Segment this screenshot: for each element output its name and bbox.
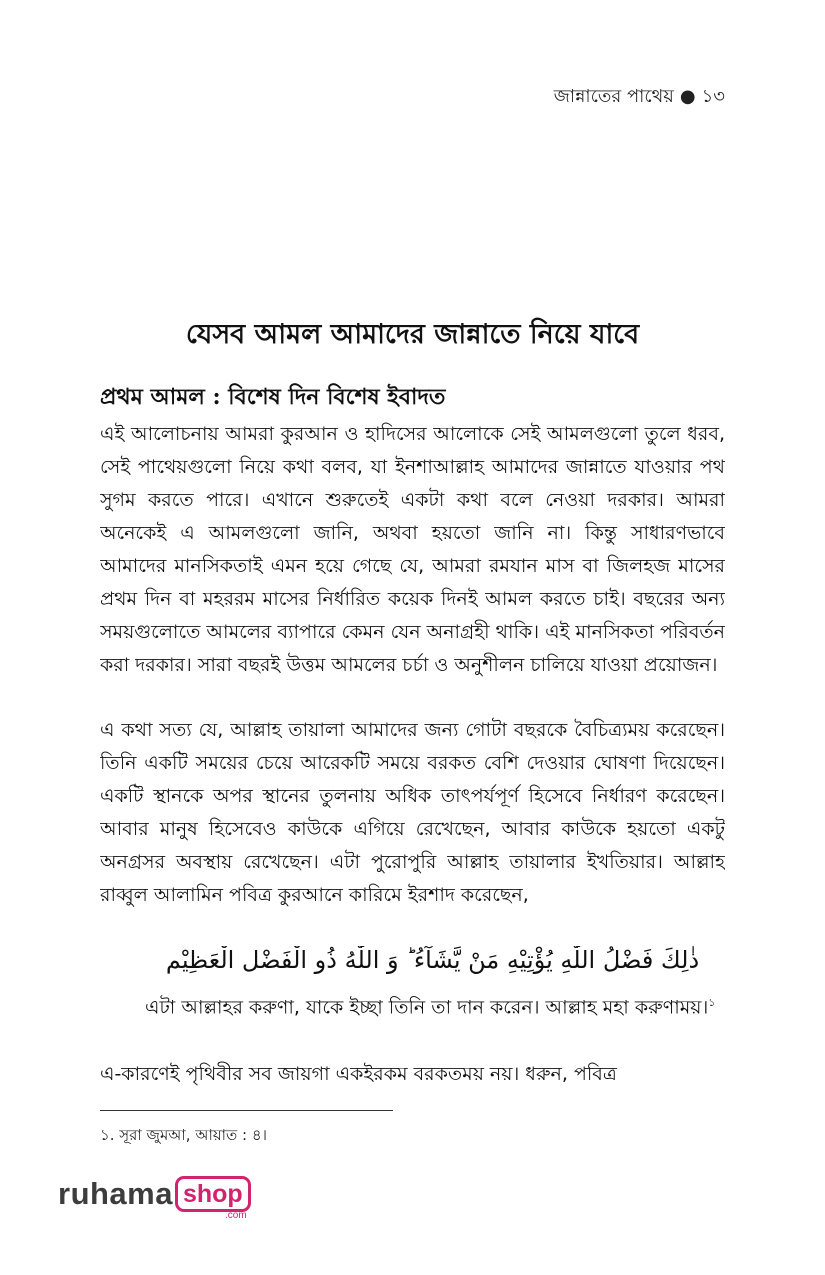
translation-text: এটা আল্লাহর করুণা, যাকে ইচ্ছা তিনি তা দান করেন। আল্লাহ মহা করুণাময়।: [145, 996, 709, 1019]
logo-shop-text: shop: [175, 1176, 251, 1212]
verse-translation: [145, 986, 725, 1024]
section-heading: প্রথম আমল : বিশেষ দিন বিশেষ ইবাদত: [100, 384, 446, 410]
ruhamashop-logo: [58, 1176, 251, 1221]
body-paragraph: এ-কারণেই পৃথিবীর সব জায়গা একইরকম বরকতময় নয়। ধরুন, পবিত্র: [100, 1063, 617, 1085]
logo-wordmark: ruhama: [58, 1176, 173, 1211]
chapter-title: যেসব আমল আমাদের জান্নাতে নিয়ে যাবে: [185, 319, 640, 350]
running-header: [554, 82, 725, 113]
bullet-separator: ●: [679, 86, 696, 107]
quran-verse-arabic: ذٰلِكَ فَضْلُ اللّٰهِ يُؤْتِيْهِ مَنْ يَّشَآءُ ؕ وَ اللّٰهُ ذُو الْفَضْلِ الْعَظِيْمِ: [165, 946, 700, 974]
page-number: ১৩: [701, 86, 725, 107]
footnote-divider: [100, 1110, 393, 1111]
logo-domain: .com: [225, 1210, 247, 1221]
footnote-text: ১. সূরা জুমআ, আয়াত : ৪।: [100, 1126, 267, 1144]
body-paragraph: এই আলোচনায় আমরা কুরআন ও হাদিসের আলোকে সেই আমলগুলো তুলে ধরব, সেই পাথেয়গুলো নিয়ে কথা বলব, যা ইনশাআল্লাহ আমাদের জান্নাতে যাওয়ার পথ সুগম করতে পারে। এখানে শুরুতেই একটা কথা বলে নেওয়া দরকার। আমরা অনেকেই এ আমলগুলো জানি, অথবা হয়তো জানি না। কিন্তু সাধারণভাবে আমাদের মানসিকতাই এমন হয়ে গেছে যে, আমরা রমযান মাস বা জিলহজ মাসের প্রথম দিন বা মহররম মাসের নির্ধারিত কয়েক দিনই আমল করতে চাই। বছরের অন্য সময়গুলোতে আমলের ব্যাপারে কেমন যেন অনাগ্রহী থাকি। এই মানসিকতা পরিবর্তন করা দরকার। সারা বছরই উত্তম আমলের চর্চা ও অনুশীলন চালিয়ে যাওয়া প্রয়োজন।: [100, 423, 725, 676]
body-paragraph: এ কথা সত্য যে, আল্লাহ তায়ালা আমাদের জন্য গোটা বছরকে বৈচিত্র্যময় করেছেন। তিনি একটি সময়ের চেয়ে আরেকটি সময়ে বরকত বেশি দেওয়ার ঘোষণা দিয়েছেন। একটি স্থানকে অপর স্থানের তুলনায় অধিক তাৎপর্যপূর্ণ হিসেবে নির্ধারণ করেছেন। আবার মানুষ হিসেবেও কাউকে এগিয়ে রেখেছেন, আবার কাউকে হয়তো একটু অনগ্রসর অবস্থায় রেখেছেন। এটা পুরোপুরি আল্লাহ তায়ালার ইখতিয়ার। আল্লাহ রাব্বুল আলামিন পবিত্র কুরআনে কারিমে ইরশাদ করেছেন,: [100, 719, 725, 906]
footnote-marker[interactable]: ১: [708, 996, 716, 1009]
logo-shop-badge: [175, 1176, 251, 1221]
running-title: জান্নাতের পাথেয়: [553, 86, 674, 107]
